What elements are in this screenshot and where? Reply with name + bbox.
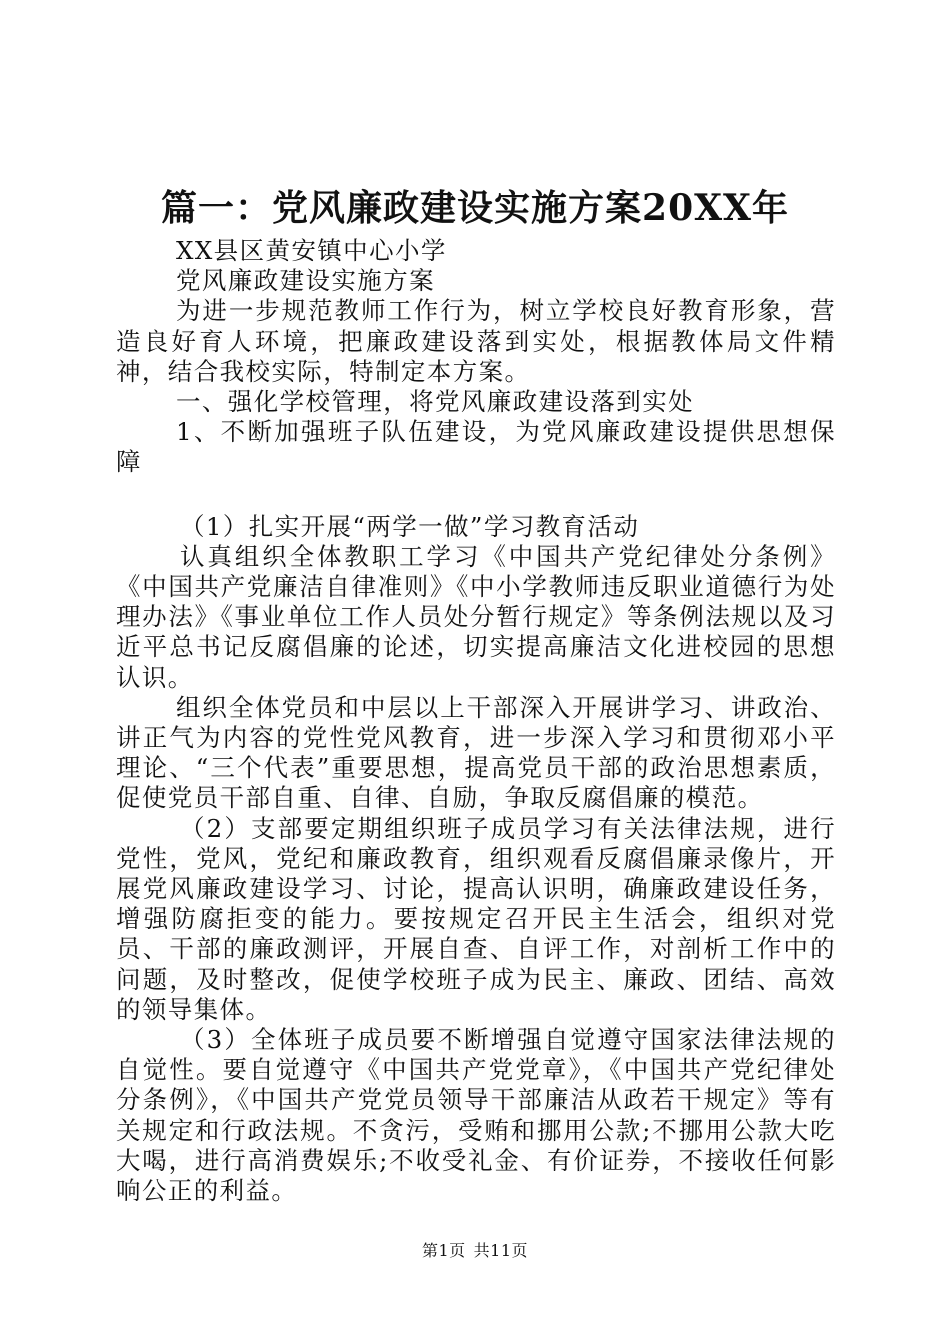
party-education-paragraph: 组织全体党员和中层以上干部深入开展讲学习、讲政治、讲正气为内容的党性党风教育，进一步深入学习和贯彻邓小平理论、“三个代表”重要思想，提高党员干部的政治思想素质，促使党员干部自重、自律、自励，争取反腐倡廉的模范。 <box>116 692 836 813</box>
subsection-heading-1: 1、不断加强班子队伍建设，为党风廉政建设提供思想保障 <box>116 417 836 477</box>
document-title: 篇一：党风廉政建设实施方案20XX年 <box>161 187 789 229</box>
section-heading-1: 一、强化学校管理，将党风廉政建设落到实处 <box>176 387 694 417</box>
item-heading-1: （1）扎实开展“两学一做”学习教育活动 <box>180 511 640 541</box>
document-body <box>116 236 836 1206</box>
page-footer <box>0 1240 950 1262</box>
page-total: 共11页 <box>473 1241 529 1260</box>
plan-title-line: 党风廉政建设实施方案 <box>176 266 435 296</box>
item-paragraph-3: （3）全体班子成员要不断增强自觉遵守国家法律法规的自觉性。要自觉遵守《中国共产党党章》，《中国共产党纪律处分条例》，《中国共产党党员领导干部廉洁从政若干规定》等有关规定和行政法规。不贪污，受贿和挪用公款;不挪用公款大吃大喝，进行高消费娱乐;不收受礼金、有价证券，不接收任何影响公正的利益。 <box>116 1025 836 1206</box>
blank-line <box>116 478 836 512</box>
intro-paragraph: 为进一步规范教师工作行为，树立学校良好教育形象，营造良好育人环境，把廉政建设落到实处，根据教体局文件精神，结合我校实际，特制定本方案。 <box>116 296 836 386</box>
page-number: 第1页 <box>421 1241 466 1260</box>
school-name-line: XX县区黄安镇中心小学 <box>176 236 447 265</box>
item-paragraph-2: （2）支部要定期组织班子成员学习有关法律法规，进行党性，党风，党纪和廉政教育，组织观看反腐倡廉录像片，开展党风廉政建设学习、讨论，提高认识明，确廉政建设任务，增强防腐拒变的能力。要按规定召开民主生活会，组织对党员、干部的廉政测评，开展自查、自评工作，对剖析工作中的问题，及时整改，促使学校班子成为民主、廉政、团结、高效的领导集体。 <box>116 813 836 1024</box>
study-paragraph: 认真组织全体教职工学习《中国共产党纪律处分条例》《中国共产党廉洁自律准则》《中小学教师违反职业道德行为处理办法》《事业单位工作人员处分暂行规定》等条例法规以及习近平总书记反腐倡廉的论述，切实提高廉洁文化进校园的思想认识。 <box>116 541 836 692</box>
